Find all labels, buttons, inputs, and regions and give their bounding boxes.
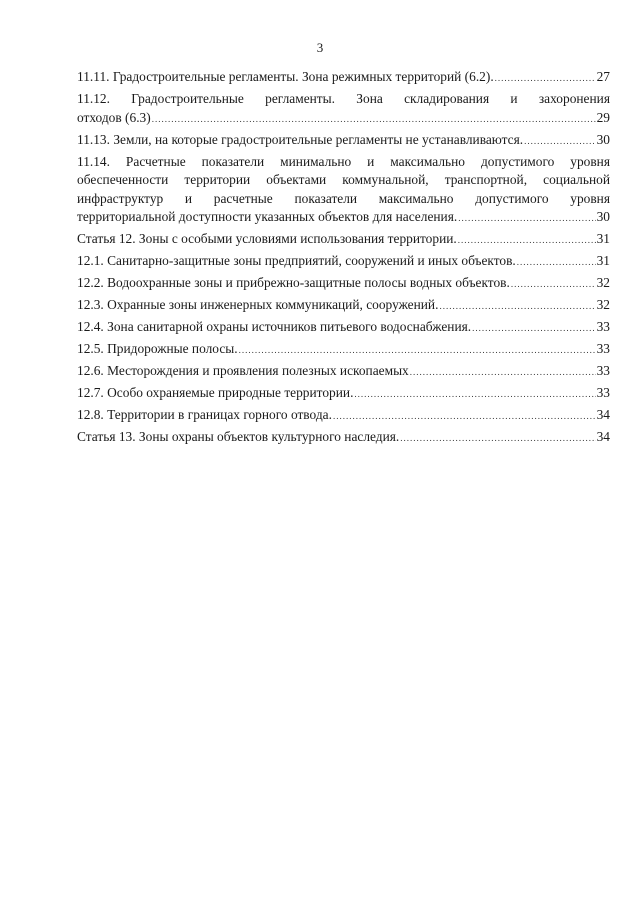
toc-page-number: 32 [596,297,610,312]
toc-leader-dots [400,429,595,448]
toc-entry-12-5[interactable] [77,340,610,360]
toc-entry-title: 12.2. Водоохранные зоны и прибрежно-защитные полосы водных объектов. [77,275,510,290]
toc-leader-dots [517,253,596,272]
toc-entry-title-line: отходов (6.3) [77,109,151,125]
toc-leader-dots [495,69,596,88]
toc-leader-dots [472,319,595,338]
toc-entry-11-13[interactable] [77,131,610,151]
toc-page-number: 34 [596,407,610,422]
toc-entry-title: 12.6. Месторождения и проявления полезных ископаемых [77,363,409,378]
toc-entry-12-3[interactable] [77,296,610,316]
table-of-contents [77,68,610,448]
toc-leader-dots [458,209,595,228]
toc-page-number: 34 [596,429,610,444]
toc-leader-dots [152,110,596,129]
toc-leader-dots [524,132,596,151]
toc-entry-12-6[interactable] [77,362,610,382]
toc-page-number: 29 [596,109,610,125]
toc-entry-title: 12.5. Придорожные полосы. [77,341,238,356]
toc-page-number: 27 [596,69,610,84]
toc-page-number: 30 [596,131,610,147]
toc-entry-title: 11.13. Земли, на которые градостроительные регламенты не устанавливаются. [77,131,524,147]
toc-entry-title: 12.3. Охранные зоны инженерных коммуникаций, сооружений. [77,297,439,312]
toc-page-number: 32 [596,275,610,290]
toc-entry-12-8[interactable] [77,406,610,426]
toc-entry-title: 12.1. Санитарно-защитные зоны предприятий, сооружений и иных объектов. [77,253,516,268]
toc-entry-11-11[interactable] [77,68,610,88]
toc-entry-article-13[interactable] [77,428,610,448]
toc-page-number: 30 [596,209,610,224]
toc-leader-dots [410,363,596,382]
toc-entry-title: Статья 13. Зоны охраны объектов культурного наследия. [77,429,400,444]
toc-page-number: 31 [596,253,610,268]
toc-entry-article-12[interactable] [77,230,610,250]
toc-page-number: 33 [596,363,610,378]
toc-leader-dots [333,407,596,426]
toc-leader-dots [439,297,595,316]
toc-entry-title: 12.7. Особо охраняемые природные территории. [77,385,354,400]
toc-entry-12-1[interactable] [77,252,610,272]
toc-entry-12-4[interactable] [77,318,610,338]
toc-leader-dots [458,231,596,250]
toc-entry-title-line: инфраструктур и расчетные показатели максимально допустимого уровня [77,190,610,206]
toc-entry-title-line: обеспеченности территории объектами коммунальной, транспортной, социальной [77,172,610,187]
toc-leader-dots [354,385,595,404]
toc-leader-dots [239,341,596,360]
toc-entry-title-line: территориальной доступности указанных объектов для населения. [77,209,458,224]
page-number: 3 [316,40,324,55]
toc-leader-dots [511,275,596,294]
toc-entry-title: 12.4. Зона санитарной охраны источников питьевого водоснабжения. [77,319,472,334]
toc-entry-title-line: 11.14. Расчетные показатели минимально и максимально допустимого уровня [77,153,610,169]
toc-entry-title: Статья 12. Зоны с особыми условиями использования территории. [77,231,457,246]
toc-entry-12-2[interactable] [77,274,610,294]
toc-entry-title: 12.8. Территории в границах горного отвода. [77,407,332,422]
toc-entry-11-14[interactable] [77,153,610,228]
toc-page-number: 33 [596,341,610,356]
toc-page-number: 31 [596,231,610,246]
toc-page-number: 33 [596,319,610,334]
toc-entry-11-12[interactable] [77,90,610,128]
toc-entry-title-line: 11.12. Градостроительные регламенты. Зона складирования и захоронения [77,91,610,106]
toc-entry-12-7[interactable] [77,384,610,404]
toc-page-number: 33 [596,385,610,400]
toc-entry-title: 11.11. Градостроительные регламенты. Зона режимных территорий (6.2). [77,69,494,84]
